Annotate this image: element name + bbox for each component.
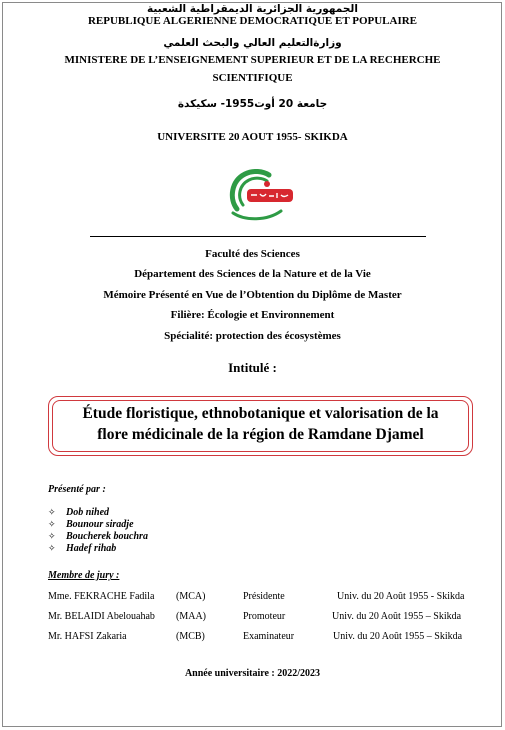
ministry-heading-line1: MINISTERE DE L’ENSEIGNEMENT SUPERIEUR ET DE LA RECHERCHE <box>64 54 441 66</box>
thesis-title-line1: Étude floristique, ethnobotanique et valorisation de la <box>82 405 439 422</box>
jury-label: Membre de jury : <box>48 570 120 581</box>
jury-member-row <box>0 611 505 625</box>
student-item <box>48 519 134 530</box>
intitule-label: Intitulé : <box>228 360 277 375</box>
jury-member-name: Mr. HAFSI Zakaria <box>48 631 127 642</box>
jury-member-affiliation: Univ. du 20 Août 1955 - Skikda <box>337 591 465 602</box>
jury-member-grade: (MCA) <box>176 591 206 602</box>
jury-member-affiliation: Univ. du 20 Août 1955 – Skikda <box>333 631 463 642</box>
university-logo <box>223 165 301 223</box>
jury-member-row <box>0 591 505 605</box>
arabic-university-heading: جامعة 20 أوت1955- سكيكدة <box>177 98 328 110</box>
thesis-title-line2: flore médicinale de la région de Ramdane Djamel <box>97 426 424 443</box>
student-name: Hadef rihab <box>66 543 117 554</box>
student-name: Boucherek bouchra <box>66 531 148 542</box>
jury-member-name: Mr. BELAIDI Abelouahab <box>48 611 155 622</box>
ministry-heading-line2: SCIENTIFIQUE <box>212 72 293 84</box>
department-name: Département des Sciences de la Nature et de la Vie <box>134 268 371 280</box>
jury-member-affiliation: Univ. du 20 Août 1955 – Skikda <box>332 611 462 622</box>
student-item <box>48 543 116 554</box>
diamond-bullet-icon: ✧ <box>48 520 56 530</box>
diamond-bullet-icon: ✧ <box>48 508 56 518</box>
separator-line <box>90 236 426 237</box>
diamond-bullet-icon: ✧ <box>48 532 56 542</box>
jury-member-grade: (MCB) <box>176 631 205 642</box>
student-name: Bounour siradje <box>66 519 134 530</box>
specialite-line: Spécialité: protection des écosystèmes <box>164 330 341 342</box>
jury-member-name: Mme. FEKRACHE Fadila <box>48 591 155 602</box>
jury-member-row <box>0 631 505 645</box>
diamond-bullet-icon: ✧ <box>48 544 56 554</box>
jury-member-role: Promoteur <box>243 611 286 622</box>
jury-member-role: Examinateur <box>243 631 295 642</box>
arabic-ministry-heading: وزارةالتعليم العالي والبحث العلمي <box>163 37 342 49</box>
memoire-statement: Mémoire Présenté en Vue de l’Obtention du Diplôme de Master <box>103 289 402 301</box>
jury-member-grade: (MAA) <box>176 611 206 622</box>
republic-heading: REPUBLIQUE ALGERIENNE DEMOCRATIQUE ET POPULAIRE <box>87 15 418 27</box>
academic-year: Année universitaire : 2022/2023 <box>184 668 321 679</box>
student-name: Dob nihed <box>66 507 110 518</box>
filiere-line: Filière: Écologie et Environnement <box>170 309 335 321</box>
faculty-name: Faculté des Sciences <box>205 248 300 260</box>
arabic-republic-heading: الجمهورية الجزائرية الديمقراطية الشعبية <box>147 3 358 15</box>
jury-member-role: Présidente <box>243 591 285 602</box>
presented-by-label: Présenté par : <box>48 484 106 495</box>
university-heading: UNIVERSITE 20 AOUT 1955- SKIKDA <box>157 131 348 143</box>
student-item <box>48 507 109 518</box>
student-item <box>48 531 148 542</box>
